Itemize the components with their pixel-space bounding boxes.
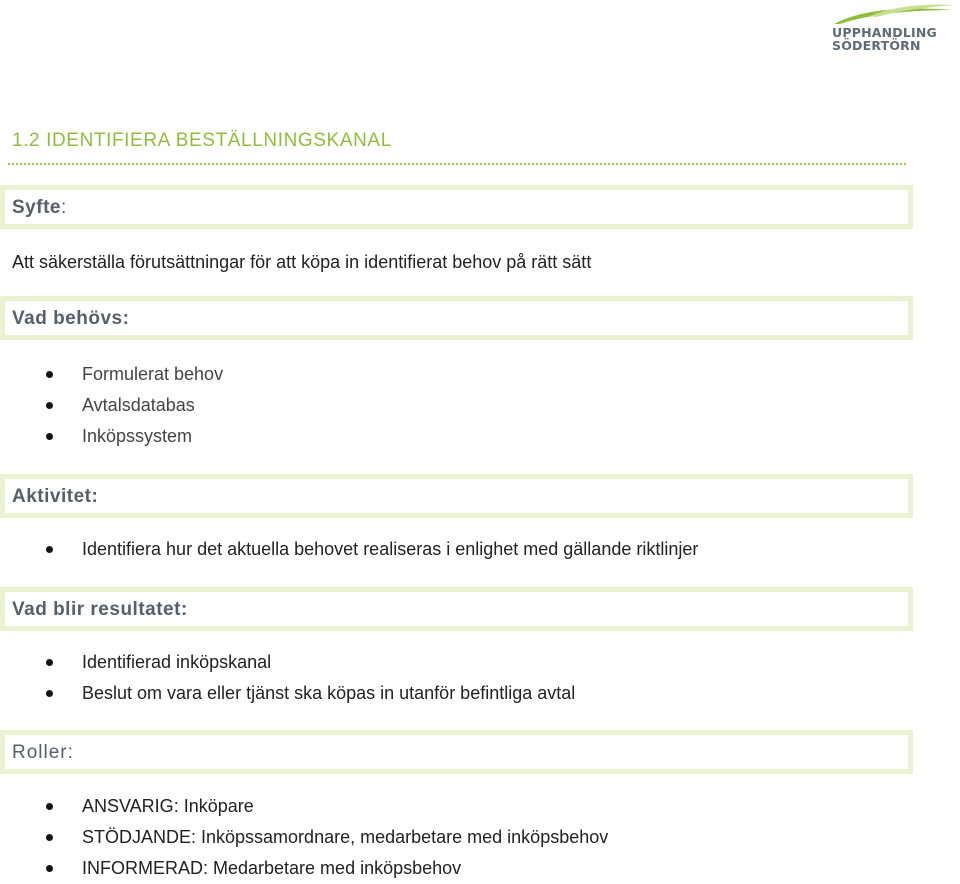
logo-line-1: UPPHANDLING (832, 25, 937, 40)
list-item: Avtalsdatabas (0, 390, 223, 421)
roller-list (0, 791, 608, 884)
syfte-text: Att säkerställa förutsättningar för att köpa in identifierat behov på rätt sätt (12, 252, 592, 272)
list-item: ANSVARIG: Inköpare (0, 791, 608, 822)
vad-behovs-list (0, 359, 223, 452)
resultat-label: Vad blir resultatet: (12, 599, 188, 620)
vad-behovs-band (0, 296, 913, 340)
logo-line-2: SÖDERTÖRN (832, 38, 921, 53)
bullet-icon (46, 659, 53, 666)
aktivitet-list (0, 534, 698, 565)
bullet-icon (46, 402, 53, 409)
syfte-label: Syfte: (12, 197, 67, 218)
bullet-icon (46, 865, 53, 872)
list-item: Inköpssystem (0, 421, 223, 452)
aktivitet-band (0, 474, 913, 518)
bullet-icon (46, 834, 53, 841)
list-item: Identifiera hur det aktuella behovet realiseras i enlighet med gällande riktlinjer (0, 534, 698, 565)
bullet-icon (46, 371, 53, 378)
bullet-icon (46, 433, 53, 440)
list-item: Beslut om vara eller tjänst ska köpas in utanför befintliga avtal (0, 678, 575, 709)
section-heading: 1.2 IDENTIFIERA BESTÄLLNINGSKANAL (12, 130, 392, 151)
resultat-list (0, 647, 575, 709)
bullet-icon (46, 690, 53, 697)
roller-label: Roller: (12, 742, 74, 763)
list-item: Identifierad inköpskanal (0, 647, 575, 678)
vad-behovs-label: Vad behövs: (12, 308, 130, 329)
heading-dotted-rule (8, 163, 906, 165)
list-item: Formulerat behov (0, 359, 223, 390)
bullet-icon (46, 546, 53, 553)
resultat-band (0, 587, 913, 631)
upphandling-sodertorn-logo (830, 4, 956, 52)
bullet-icon (46, 803, 53, 810)
syfte-band (0, 185, 913, 229)
aktivitet-label: Aktivitet: (12, 486, 99, 507)
roller-band (0, 730, 913, 774)
list-item: INFORMERAD: Medarbetare med inköpsbehov (0, 853, 608, 884)
list-item: STÖDJANDE: Inköpssamordnare, medarbetare med inköpsbehov (0, 822, 608, 853)
